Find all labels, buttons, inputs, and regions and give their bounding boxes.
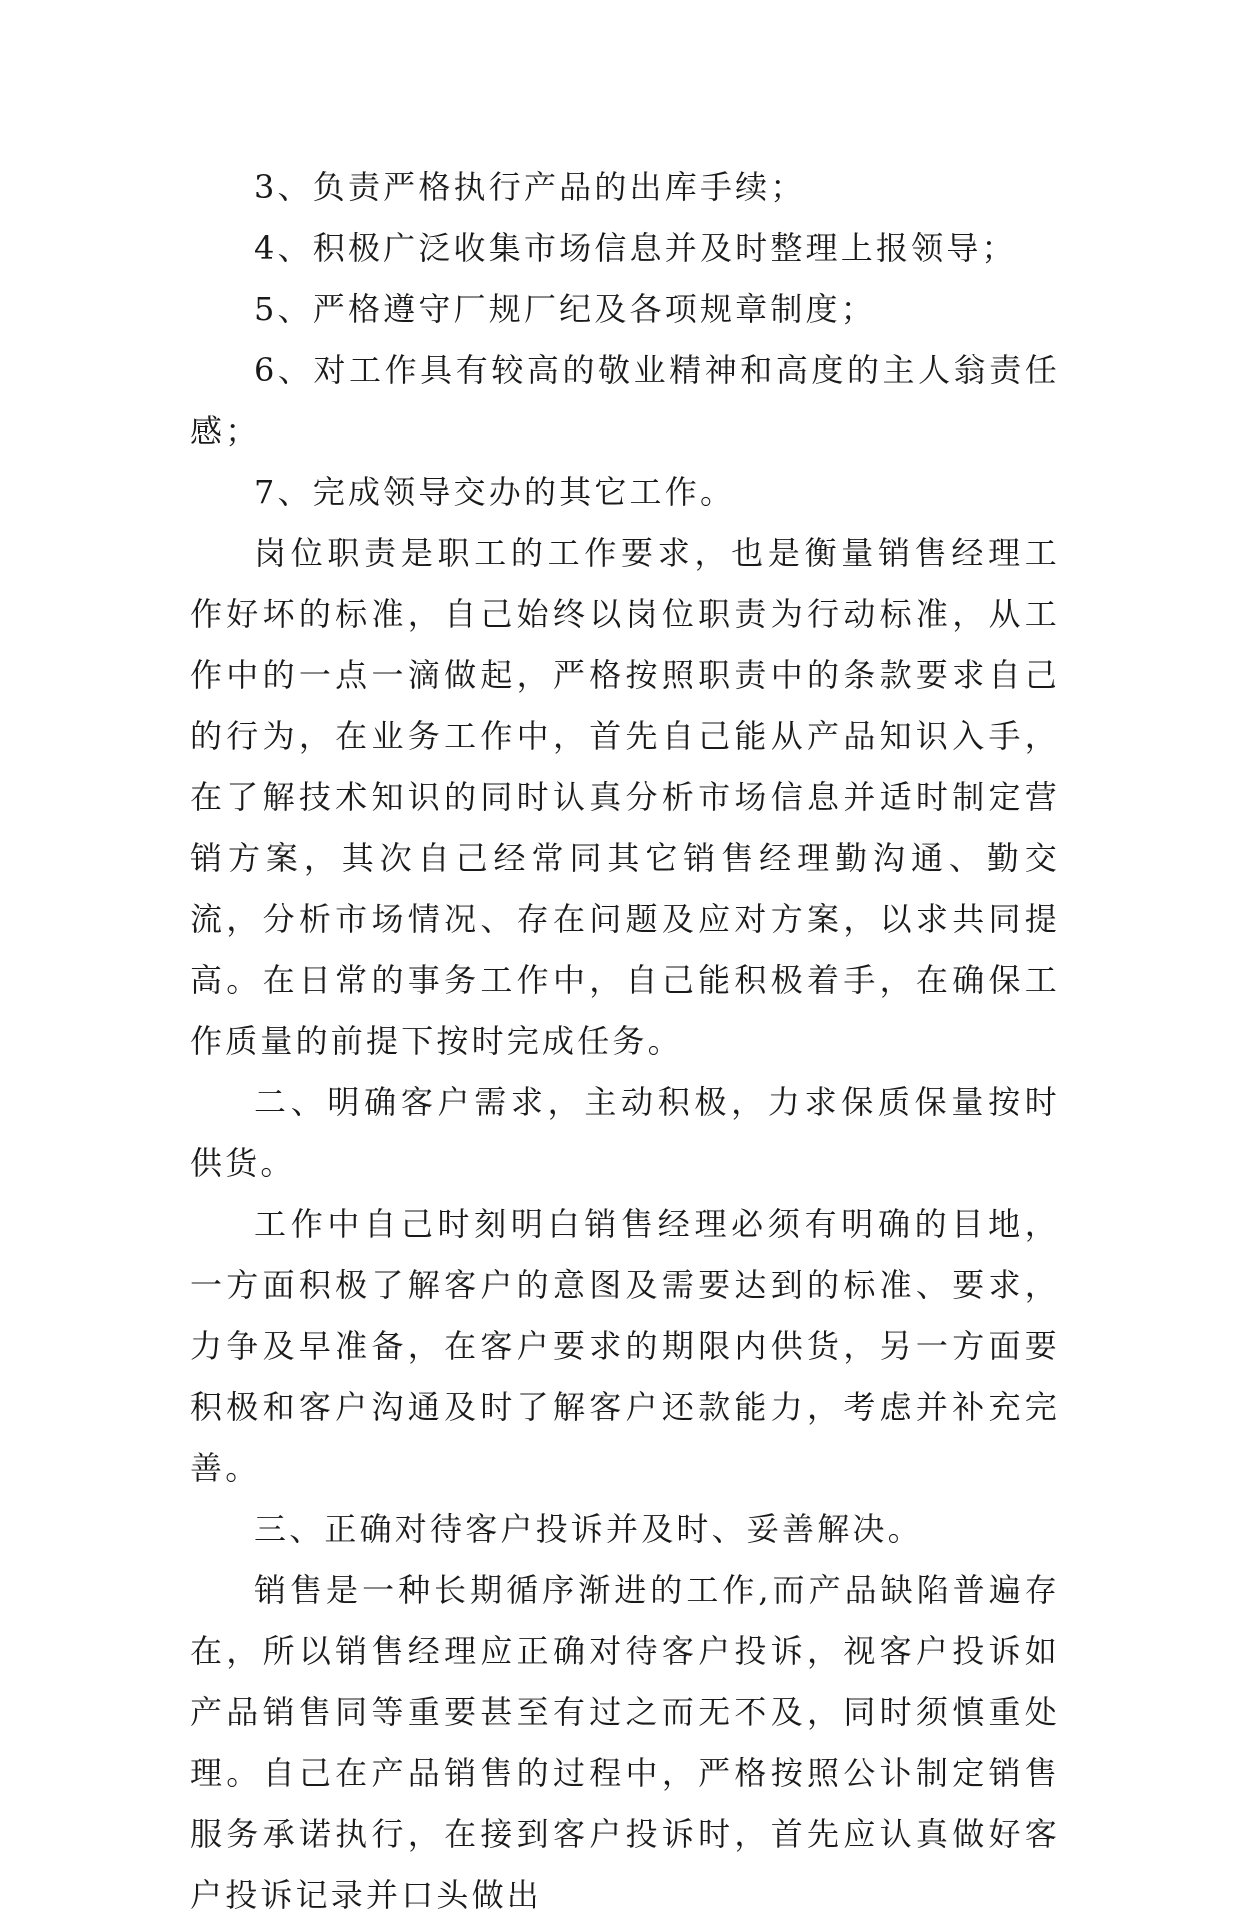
document-body <box>190 157 1060 1926</box>
list-item-7: 7、完成领导交办的其它工作。 <box>254 473 736 511</box>
list-item-3: 3、负责严格执行产品的出库手续； <box>254 168 806 206</box>
body-paragraph-customer-needs: 工作中自己时刻明白销售经理必须有明确的目地，一方面积极了解客户的意图及需要达到的标准、要求，力争及早准备，在客户要求的期限内供货，另一方面要积极和客户沟通及时了解客户还款能力，考虑并补充完善。 <box>190 1205 1060 1487</box>
body-paragraph-complaints: 销售是一种长期循序渐进的工作,而产品缺陷普遍存在，所以销售经理应正确对待客户投诉，视客户投诉如产品销售同等重要甚至有过之而无不及，同时须慎重处理。自己在产品销售的过程中，严格按照公讣制定销售服务承诺执行，在接到客户投诉时，首先应认真做好客户投诉记录并口头做出 <box>190 1571 1060 1914</box>
list-item-4: 4、积极广泛收集市场信息并及时整理上报领导； <box>254 229 1017 267</box>
list-item-6: 6、对工作具有较高的敬业精神和高度的主人翁责任感； <box>190 351 1060 450</box>
body-paragraph-job-duties: 岗位职责是职工的工作要求，也是衡量销售经理工作好坏的标准，自己始终以岗位职责为行动标准，从工作中的一点一滴做起，严格按照职责中的条款要求自己的行为，在业务工作中，首先自己能从产品知识入手，在了解技术知识的同时认真分析市场信息并适时制定营销方案，其次自己经常同其它销售经理勤沟通、勤交流，分析市场情况、存在问题及应对方案，以求共同提高。在日常的事务工作中，自己能积极着手，在确保工作质量的前提下按时完成任务。 <box>190 534 1060 1060</box>
list-item-5: 5、严格遵守厂规厂纪及各项规章制度； <box>254 290 876 328</box>
section-heading-3: 三、正确对待客户投诉并及时、妥善解决。 <box>254 1510 923 1548</box>
section-heading-2: 二、明确客户需求，主动积极，力求保质保量按时供货。 <box>190 1083 1060 1182</box>
